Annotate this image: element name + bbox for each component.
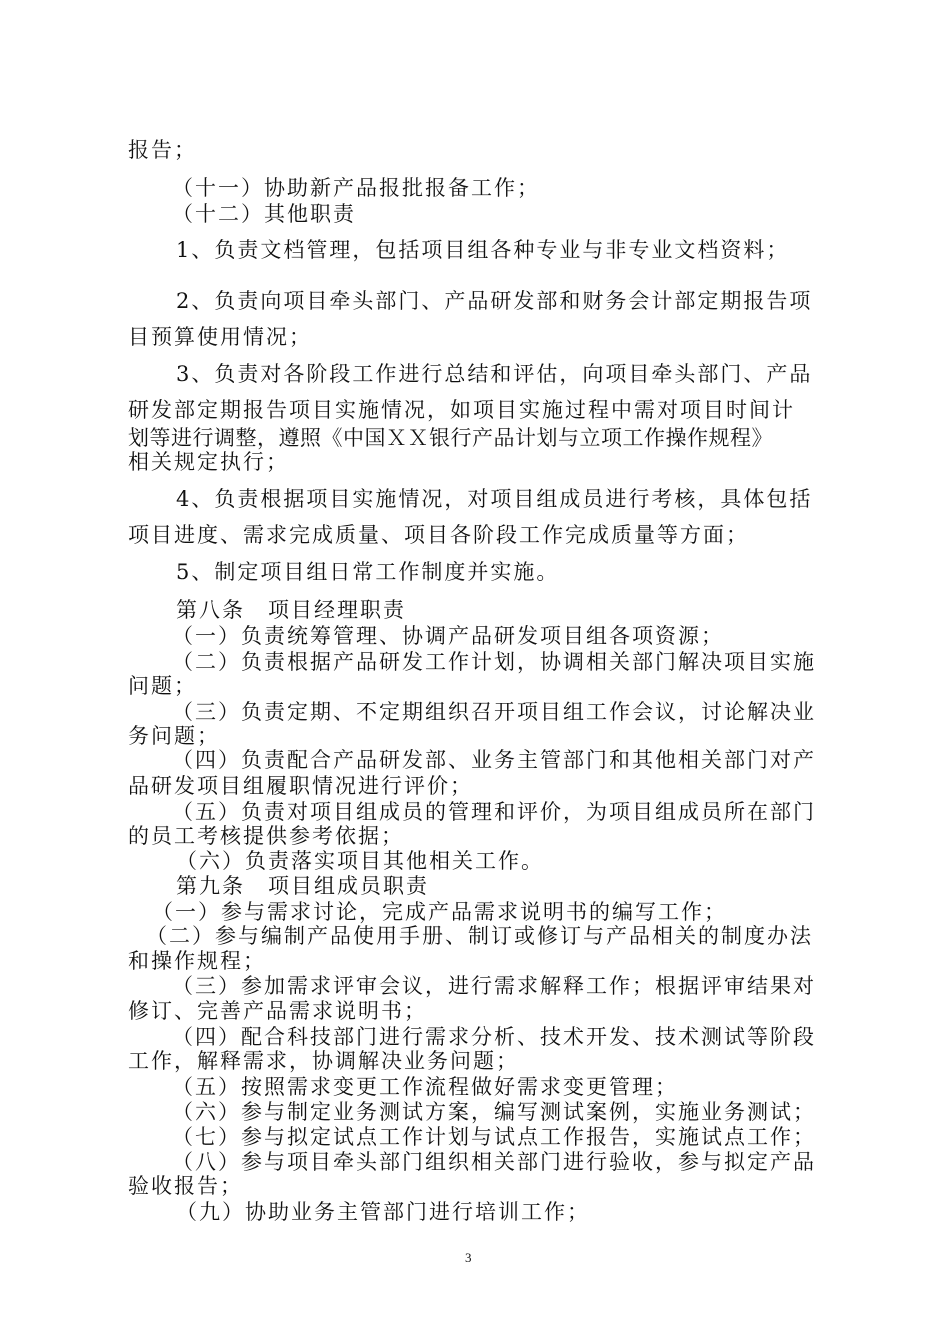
text-line: 项目进度、需求完成质量、项目各阶段工作完成质量等方面； bbox=[128, 523, 749, 547]
text-line: 的员工考核提供参考依据； bbox=[128, 824, 404, 848]
text-line: 品研发项目组履职情况进行评价； bbox=[128, 774, 473, 798]
text-line: （六）参与制定业务测试方案，编写测试案例，实施业务测试； bbox=[172, 1100, 816, 1124]
article-heading: 第八条 项目经理职责 bbox=[176, 598, 406, 622]
text-line: （二）参与编制产品使用手册、制订或修订与产品相关的制度办法 bbox=[146, 924, 813, 948]
text-line: 验收报告； bbox=[128, 1174, 243, 1198]
text-line: （五）按照需求变更工作流程做好需求变更管理； bbox=[172, 1075, 678, 1099]
text-line: （一）负责统筹管理、协调产品研发项目组各项资源； bbox=[172, 624, 724, 648]
text-line: （八）参与项目牵头部门组织相关部门进行验收，参与拟定产品 bbox=[172, 1150, 816, 1174]
text-line: （三）负责定期、不定期组织召开项目组工作会议，讨论解决业 bbox=[172, 700, 816, 724]
text-line: 和操作规程； bbox=[128, 949, 266, 973]
page-number: 3 bbox=[465, 1250, 472, 1265]
text-line: （二）负责根据产品研发工作计划，协调相关部门解决项目实施 bbox=[172, 650, 816, 674]
text-line: （四）配合科技部门进行需求分析、技术开发、技术测试等阶段 bbox=[172, 1025, 816, 1049]
text-line: 问题； bbox=[128, 674, 197, 698]
text-line: （四）负责配合产品研发部、业务主管部门和其他相关部门对产 bbox=[172, 748, 816, 772]
article-heading: 第九条 项目组成员职责 bbox=[176, 874, 429, 898]
text-line: 划等进行调整，遵照《中国ＸＸ银行产品计划与立项工作操作规程》 bbox=[128, 426, 773, 450]
text-line: （三）参加需求评审会议，进行需求解释工作；根据评审结果对 bbox=[172, 974, 816, 998]
text-line: 工作，解释需求，协调解决业务问题； bbox=[128, 1049, 519, 1073]
text-line: （十一）协助新产品报批报备工作； bbox=[172, 176, 540, 200]
text-line: （一）参与需求讨论，完成产品需求说明书的编写工作； bbox=[152, 900, 727, 924]
text-line: 研发部定期报告项目实施情况，如项目实施过程中需对项目时间计 bbox=[128, 398, 795, 422]
text-line: 5、制定项目组日常工作制度并实施。 bbox=[176, 560, 560, 584]
text-line: （五）负责对项目组成员的管理和评价，为项目组成员所在部门 bbox=[172, 800, 816, 824]
text-line: （九）协助业务主管部门进行培训工作； bbox=[176, 1200, 590, 1224]
text-line: 2、负责向项目牵头部门、产品研发部和财务会计部定期报告项 bbox=[176, 289, 813, 313]
text-line: 修订、完善产品需求说明书； bbox=[128, 999, 427, 1023]
text-line: （七）参与拟定试点工作计划与试点工作报告，实施试点工作； bbox=[172, 1125, 816, 1149]
text-line: 相关规定执行； bbox=[128, 450, 289, 474]
text-line: 3、负责对各阶段工作进行总结和评估，向项目牵头部门、产品 bbox=[176, 362, 813, 386]
text-line: 目预算使用情况； bbox=[128, 325, 312, 349]
text-line: 报告； bbox=[128, 138, 197, 162]
text-line: 4、负责根据项目实施情况，对项目组成员进行考核，具体包括 bbox=[176, 487, 813, 511]
text-line: （六）负责落实项目其他相关工作。 bbox=[176, 849, 544, 873]
text-line: （十二）其他职责 bbox=[172, 202, 356, 226]
text-line: 1、负责文档管理，包括项目组各种专业与非专业文档资料； bbox=[176, 238, 790, 262]
text-line: 务问题； bbox=[128, 724, 220, 748]
